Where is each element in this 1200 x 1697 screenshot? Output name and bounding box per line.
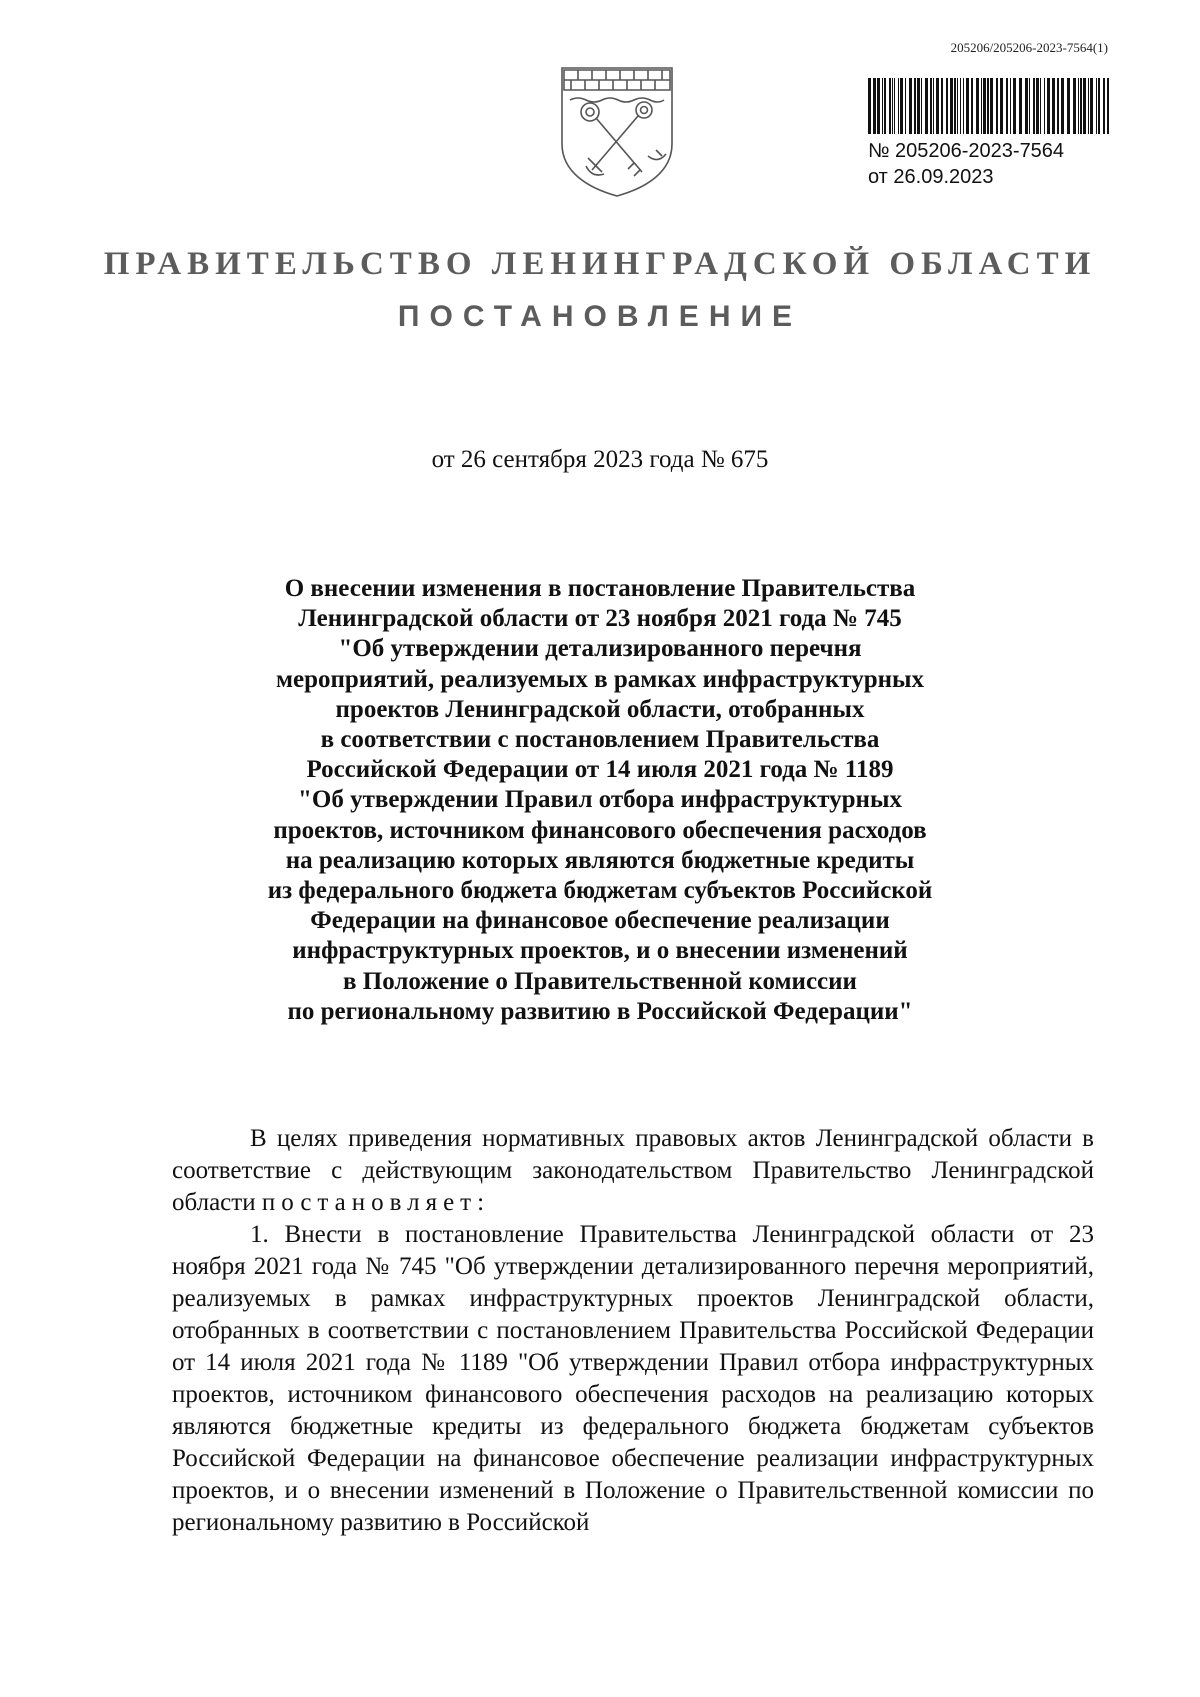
barcode-bar bbox=[946, 78, 948, 134]
barcode-bar bbox=[1040, 78, 1041, 134]
barcode-bar bbox=[1067, 78, 1070, 134]
barcode-bar bbox=[976, 78, 979, 134]
subject-line: по региональному развитию в Российской Федерации" bbox=[287, 997, 913, 1025]
barcode-bar bbox=[1033, 78, 1035, 134]
barcode-bar bbox=[1047, 78, 1050, 134]
barcode-bar bbox=[884, 78, 886, 134]
barcode-bar bbox=[933, 78, 934, 134]
document-type: ПОСТАНОВЛЕНИЕ bbox=[397, 300, 803, 333]
subject-line: проектов Ленинградской области, отобранных bbox=[335, 695, 865, 723]
barcode-bar bbox=[957, 78, 958, 134]
barcode-bar bbox=[905, 78, 906, 134]
barcode-bar bbox=[1000, 78, 1003, 134]
barcode-bar bbox=[873, 78, 876, 134]
preamble-text: В целях приведения нормативных правовых актов Ленинградской области в соответствие с действующим законодательством Правительство Ленинградской области bbox=[172, 1125, 1094, 1216]
registration-date: от 26.09.2023 bbox=[868, 166, 994, 188]
barcode-bar bbox=[950, 78, 953, 134]
registration-number: № 205206-2023-7564 bbox=[868, 140, 1065, 162]
barcode-bar bbox=[1052, 78, 1055, 134]
barcode-bar bbox=[877, 78, 880, 134]
barcode-bar bbox=[898, 78, 899, 134]
barcode-bar bbox=[1090, 78, 1093, 134]
barcode-bar bbox=[892, 78, 893, 134]
barcode-bar bbox=[900, 78, 903, 134]
barcode-bar bbox=[1019, 78, 1022, 134]
barcode-bar bbox=[987, 78, 989, 134]
barcode-bar bbox=[966, 78, 969, 134]
resolves-word: постановляет: bbox=[261, 1189, 491, 1216]
barcode-bar bbox=[1098, 78, 1100, 134]
barcode-bar bbox=[868, 78, 871, 134]
barcode-bar bbox=[925, 78, 928, 134]
barcode-bar bbox=[990, 78, 993, 134]
subject-line: из федерального бюджета бюджетам субъектов Российской bbox=[267, 877, 933, 905]
subject-line: О внесении изменения в постановление Правительства bbox=[284, 575, 916, 602]
barcode-icon bbox=[868, 78, 1112, 134]
barcode-bar bbox=[981, 78, 982, 134]
barcode-bar bbox=[914, 78, 916, 134]
barcode-bar bbox=[960, 78, 961, 134]
barcode-bar bbox=[894, 78, 895, 134]
barcode-bar bbox=[983, 78, 986, 134]
barcode-bar bbox=[941, 78, 943, 134]
barcode-bar bbox=[1057, 78, 1059, 134]
barcode-bar bbox=[1010, 78, 1011, 134]
registration-stamp bbox=[868, 78, 1120, 190]
preamble-paragraph bbox=[172, 1123, 1094, 1219]
barcode-bar bbox=[930, 78, 932, 134]
barcode-bar bbox=[917, 78, 920, 134]
barcode-bar bbox=[1061, 78, 1064, 134]
barcode-bar bbox=[954, 78, 956, 134]
subject-line: Российской Федерации от 14 июля 2021 года № 1189 bbox=[306, 756, 894, 784]
barcode-bar bbox=[1080, 78, 1082, 134]
barcode-bar bbox=[1073, 78, 1076, 134]
subject-line: мероприятий, реализуемых в рамках инфраструктурных bbox=[275, 665, 925, 693]
barcode-bar bbox=[996, 78, 998, 134]
barcode-bar bbox=[889, 78, 891, 134]
barcode-bar bbox=[1029, 78, 1030, 134]
barcode-bar bbox=[1025, 78, 1028, 134]
barcode-bar bbox=[963, 78, 964, 134]
barcode-bar bbox=[936, 78, 939, 134]
coat-of-arms-icon bbox=[556, 60, 678, 200]
subject-line: на реализацию которых являются бюджетные кредиты bbox=[285, 846, 915, 874]
barcode-bar bbox=[909, 78, 912, 134]
document-date-number: от 26 сентября 2023 года № 675 bbox=[431, 446, 769, 473]
barcode-bar bbox=[1036, 78, 1039, 134]
government-title: ПРАВИТЕЛЬСТВО ЛЕНИНГРАДСКОЙ ОБЛАСТИ bbox=[103, 246, 1097, 282]
barcode-bar bbox=[1013, 78, 1016, 134]
barcode-bar bbox=[1088, 78, 1089, 134]
subject-line: проектов, источником финансового обеспечения расходов bbox=[273, 816, 927, 844]
barcode-bar bbox=[1096, 78, 1097, 134]
subject-line: в Положение о Правительственной комиссии bbox=[343, 967, 857, 995]
item-1-paragraph: 1. Внести в постановление Правительства Ленинградской области от 23 ноября 2021 года № 745 "Об утверждении детализированного перечня мероприятий, реализуемых в рамках инфраструктурных проектов Ленинградской области, отобранных в соответствии с постановлением Правительства Российской Федерации от 14 июля 2021 года № 1189 "Об утверждении Правил отбора инфраструктурных проектов, источником финансового обеспечения расходов на реализацию которых являются бюджетные кредиты из федерального бюджета бюджетам субъектов Российской Федерации на финансовое обеспечение реализации инфраструктурных проектов, и о внесении изменений в Положение о Правительственной комиссии по региональному развитию в Российской bbox=[172, 1221, 1094, 1536]
barcode-bar bbox=[1006, 78, 1008, 134]
document-subject bbox=[150, 574, 1050, 1027]
subject-line: "Об утверждении Правил отбора инфраструктурных bbox=[298, 786, 902, 814]
barcode-bar bbox=[1044, 78, 1045, 134]
barcode-bar bbox=[921, 78, 922, 134]
subject-line: Ленинградской области от 23 ноября 2021 года № 745 bbox=[298, 605, 902, 633]
document-body bbox=[172, 1123, 1094, 1539]
subject-line: Федерации на финансовое обеспечение реализации bbox=[310, 907, 890, 935]
subject-line: "Об утверждении детализированного перечня bbox=[338, 635, 862, 663]
document-id: 205206/205206-2023-7564(1) bbox=[950, 40, 1108, 55]
subject-line: в соответствии с постановлением Правительства bbox=[320, 726, 880, 754]
barcode-bar bbox=[1078, 78, 1079, 134]
barcode-bar bbox=[882, 78, 883, 134]
barcode-bar bbox=[1083, 78, 1086, 134]
barcode-bar bbox=[1103, 78, 1105, 134]
barcode-bar bbox=[971, 78, 973, 134]
subject-line: инфраструктурных проектов, и о внесении изменений bbox=[292, 937, 908, 965]
barcode-bar bbox=[1107, 78, 1109, 134]
